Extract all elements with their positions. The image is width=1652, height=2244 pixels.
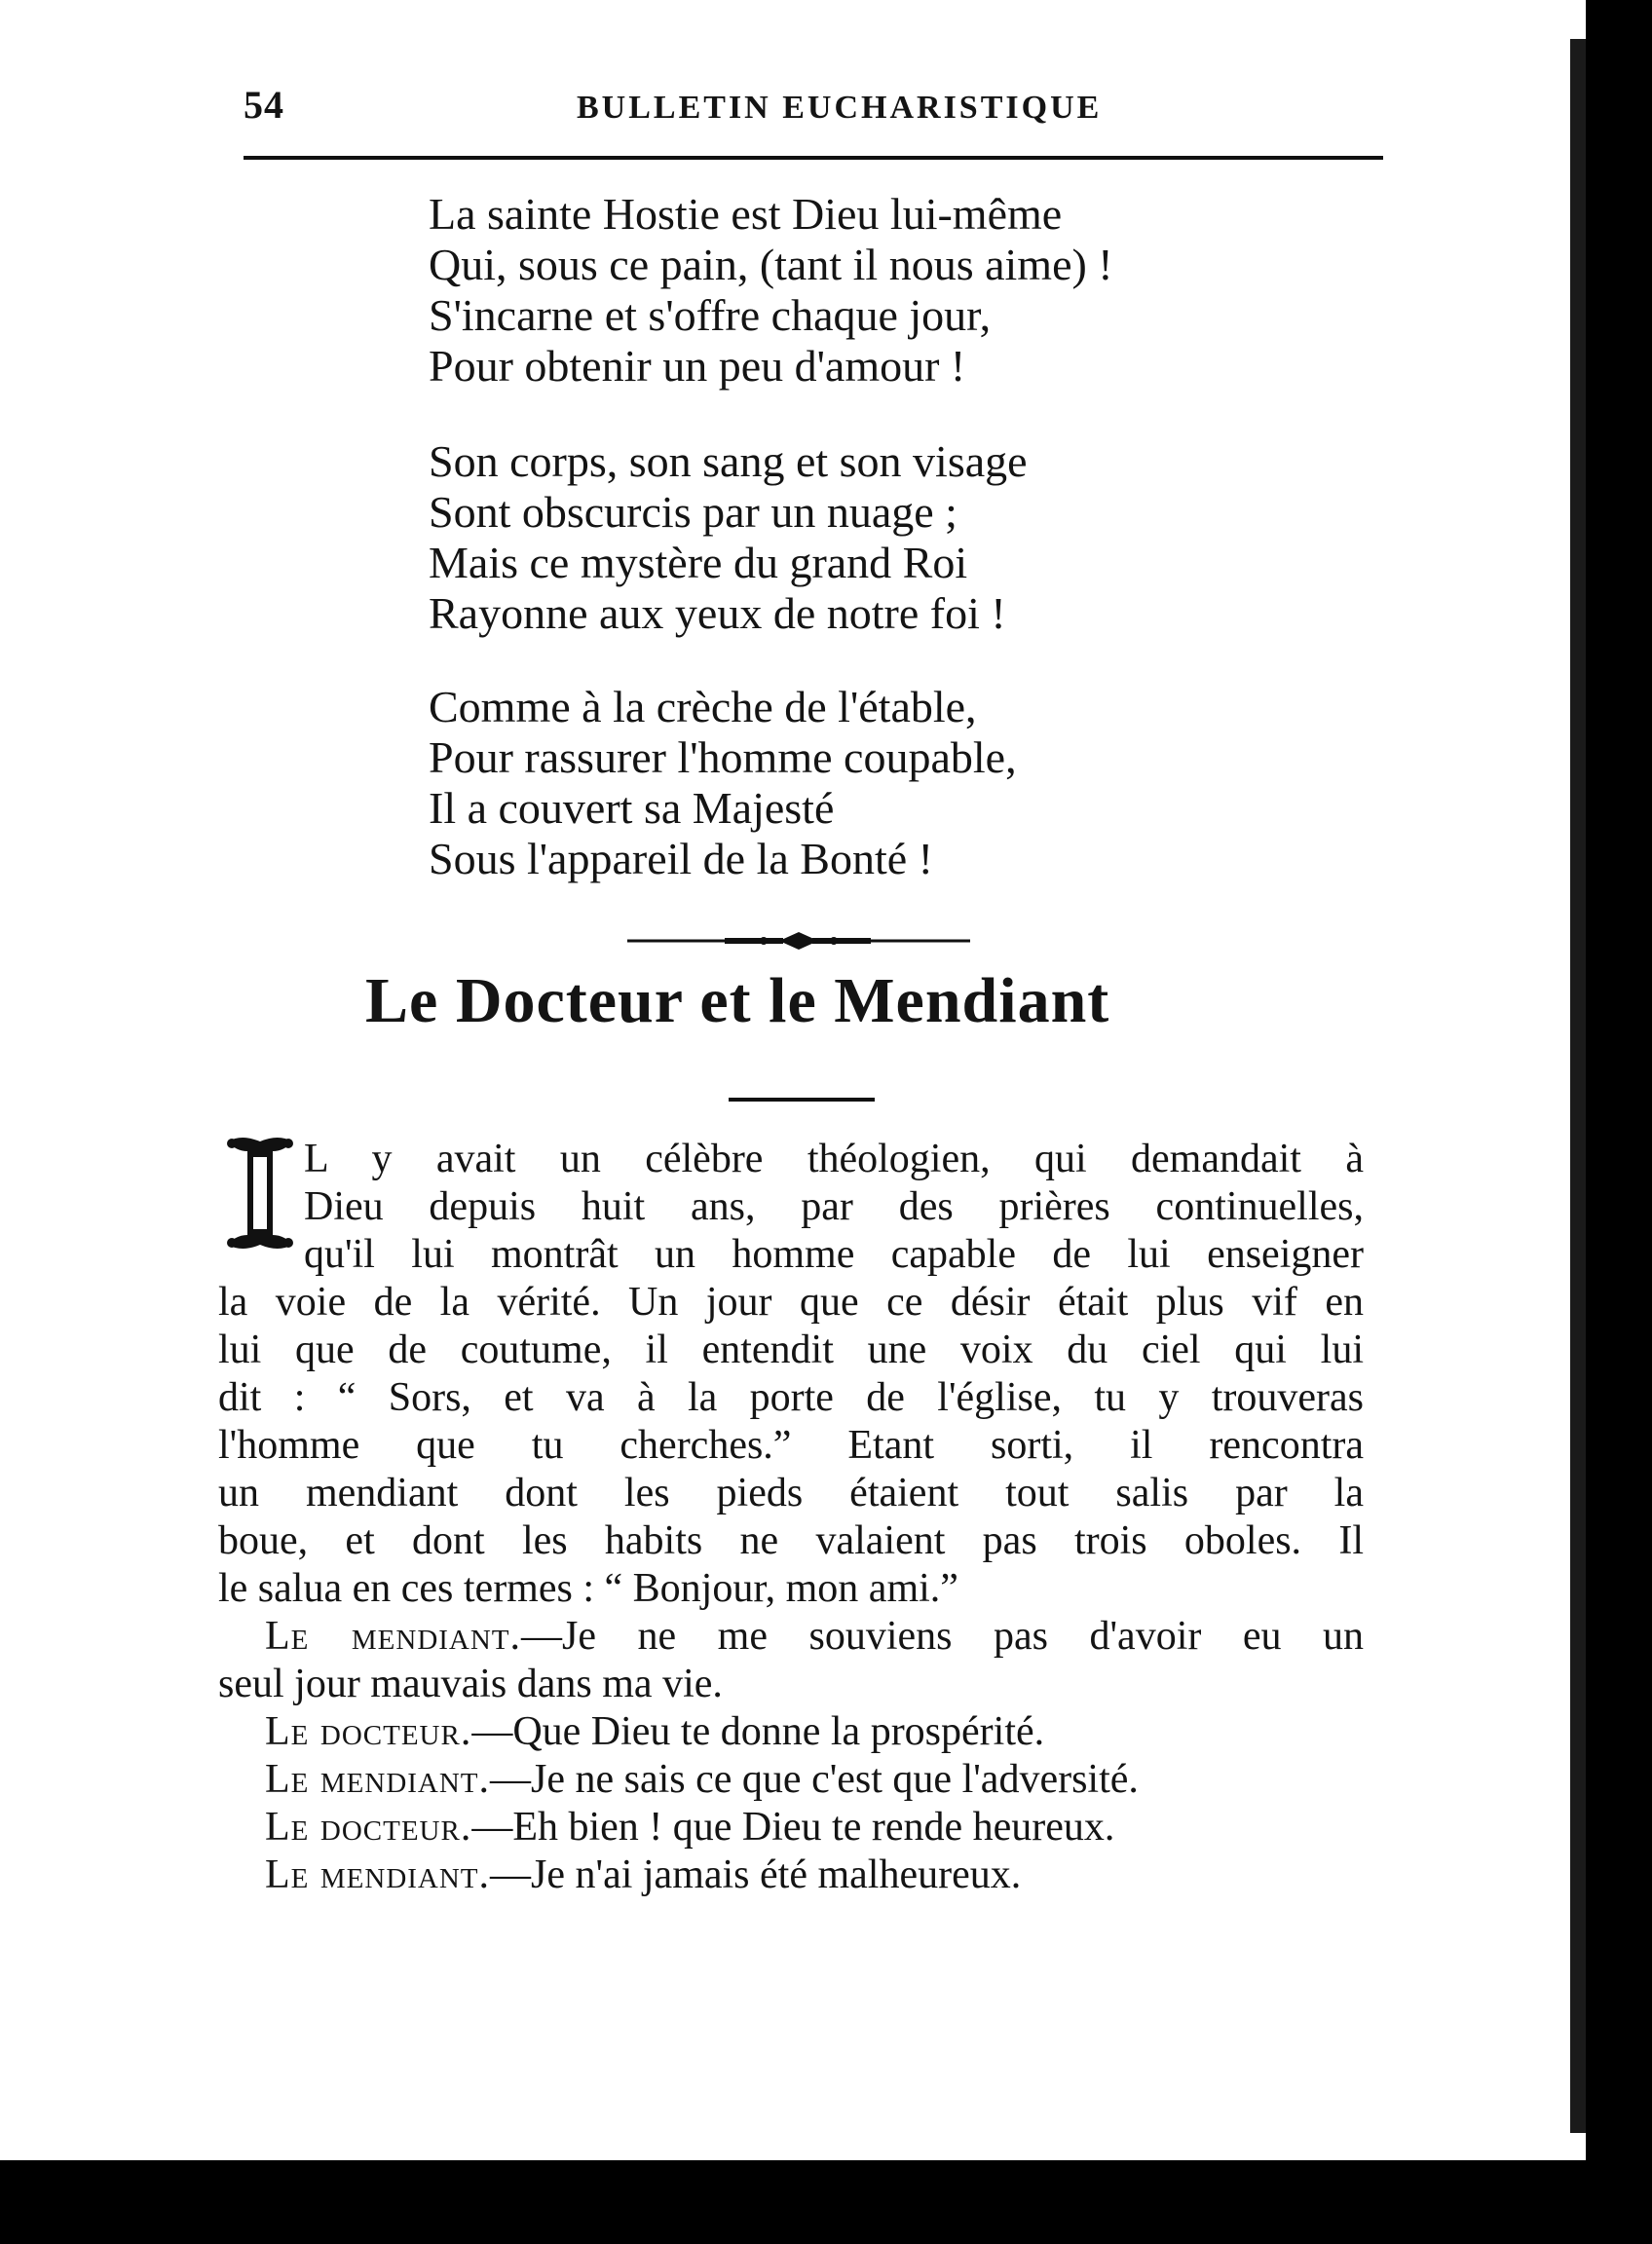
verse-line: Sont obscurcis par un nuage ; <box>429 487 957 537</box>
article-body <box>218 1136 1364 1899</box>
dialogue-text: —Eh bien ! que Dieu te rende heureux. <box>471 1805 1115 1850</box>
dialogue-text: —Que Dieu te donne la prospérité. <box>471 1709 1045 1754</box>
paragraph-line: l'homme que tu cherches.” Etant sorti, il rencontra <box>218 1423 1364 1468</box>
verse-line: Pour rassurer l'homme coupable, <box>429 732 1017 782</box>
scan-border-right <box>1586 0 1652 2244</box>
verse-line: Il a couvert sa Majesté <box>429 783 835 833</box>
poem-stanza-3 <box>429 682 1305 884</box>
paragraph-line: qu'il lui montrât un homme capable de lui enseigner <box>304 1232 1364 1277</box>
verse-line: Comme à la crèche de l'étable, <box>429 682 977 731</box>
paragraph-line: L y avait un célèbre théologien, qui demandait à <box>304 1137 1364 1181</box>
article-title: Le Docteur et le Mendiant <box>365 965 1110 1036</box>
poem-stanza-2 <box>429 436 1305 639</box>
verse-line: La sainte Hostie est Dieu lui-même <box>429 189 1063 239</box>
paragraph-line: le salua en ces termes : “ Bonjour, mon ami.” <box>218 1566 958 1611</box>
poem-stanza-1 <box>429 189 1305 392</box>
paragraph-line: Dieu depuis huit ans, par des prières continuelles, <box>304 1184 1364 1229</box>
dialogue-text: —Je ne me souviens pas d'avoir eu un <box>521 1614 1365 1659</box>
speaker-label: Le docteur. <box>265 1805 472 1850</box>
scan-border-bottom <box>0 2160 1652 2244</box>
dialogue-line: seul jour mauvais dans ma vie. <box>218 1662 723 1706</box>
dialogue-text: —Je ne sais ce que c'est que l'adversité. <box>490 1757 1139 1802</box>
dialogue-line <box>218 1756 1364 1804</box>
dialogue-line <box>218 1851 1364 1899</box>
dialogue-line <box>218 1708 1364 1756</box>
verse-line: Pour obtenir un peu d'amour ! <box>429 341 966 391</box>
speaker-label: Le mendiant. <box>265 1757 491 1802</box>
verse-line: Qui, sous ce pain, (tant il nous aime) ! <box>429 240 1113 289</box>
running-head <box>244 82 1383 140</box>
verse-line: Mais ce mystère du grand Roi <box>429 538 968 587</box>
speaker-label: Le mendiant. <box>265 1852 491 1897</box>
verse-line: S'incarne et s'offre chaque jour, <box>429 290 992 340</box>
paragraph-line: la voie de la vérité. Un jour que ce désir était plus vif en <box>218 1280 1364 1325</box>
verse-line: Sous l'appareil de la Bonté ! <box>429 834 933 883</box>
paragraph-line: boue, et dont les habits ne valaient pas trois oboles. Il <box>218 1518 1364 1563</box>
header-rule <box>244 156 1383 160</box>
page-number: 54 <box>244 83 284 127</box>
dialogue-line <box>218 1613 1364 1661</box>
verse-line: Son corps, son sang et son visage <box>429 436 1028 486</box>
speaker-label: Le mendiant. <box>265 1614 522 1659</box>
paragraph-line: lui que de coutume, il entendit une voix du ciel qui lui <box>218 1328 1364 1372</box>
verse-line: Rayonne aux yeux de notre foi ! <box>429 588 1006 638</box>
journal-title: BULLETIN EUCHARISTIQUE <box>577 90 1103 126</box>
dialogue-text: —Je n'ai jamais été malheureux. <box>490 1852 1022 1897</box>
section-divider-ornament <box>627 929 970 953</box>
paragraph-line: dit : “ Sors, et va à la porte de l'église, tu y trouveras <box>218 1375 1364 1420</box>
page-edge-shadow <box>1570 39 1586 2133</box>
title-rule <box>729 1098 875 1102</box>
speaker-label: Le docteur. <box>265 1709 472 1754</box>
dialogue-line <box>218 1804 1364 1851</box>
paragraph-line: un mendiant dont les pieds étaient tout salis par la <box>218 1471 1364 1515</box>
